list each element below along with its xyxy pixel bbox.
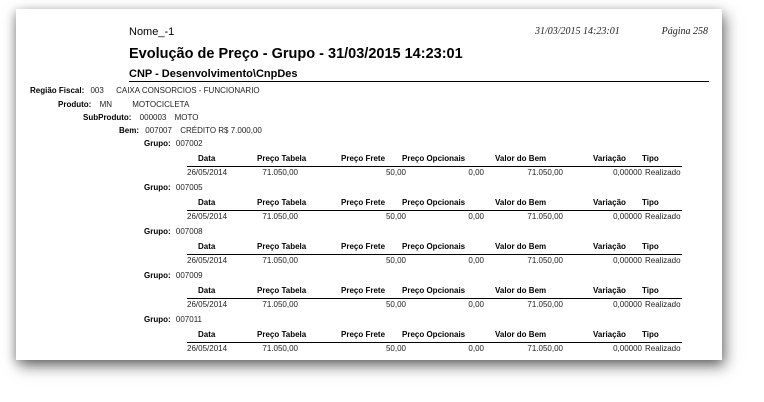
group-label: Grupo: (144, 315, 171, 324)
cell-valor-bem: 71.050,00 (527, 256, 563, 265)
table-header (187, 154, 682, 166)
col-tipo: Tipo (642, 286, 659, 295)
cell-preco-tabela: 71.050,00 (262, 168, 298, 177)
report-subtitle: CNP - Desenvolvimento\CnpDes (129, 68, 298, 80)
group-header (144, 315, 202, 324)
cell-preco-frete: 50,00 (385, 168, 406, 177)
cell-tipo: Realizado (645, 256, 681, 265)
regiao-name: CAIXA CONSORCIOS - FUNCIONARIO (116, 86, 260, 95)
regiao-fiscal-row (30, 86, 260, 95)
table-row (187, 167, 682, 178)
bem-code: 007007 (145, 126, 172, 135)
subproduto-label: SubProduto: (83, 113, 132, 122)
price-table (187, 198, 682, 222)
report-title: Evolução de Preço - Grupo - 31/03/2015 14:23:01 (129, 46, 463, 62)
group-header (144, 183, 203, 192)
col-tipo: Tipo (642, 330, 659, 339)
col-variacao: Variação (593, 198, 626, 207)
col-data: Data (198, 242, 216, 251)
col-preco-opcionais: Preço Opcionais (402, 198, 466, 207)
subproduto-row (83, 113, 198, 122)
col-tipo: Tipo (642, 242, 659, 251)
cell-data: 26/05/2014 (187, 256, 228, 265)
bem-label: Bem: (119, 126, 140, 135)
regiao-code: 003 (90, 86, 104, 95)
table-row (187, 211, 682, 222)
table-row (187, 299, 682, 310)
col-variacao: Variação (593, 286, 626, 295)
table-header (187, 198, 682, 210)
cell-valor-bem: 71.050,00 (527, 212, 563, 221)
col-data: Data (198, 330, 216, 339)
table-row (187, 343, 682, 354)
bem-name: CRÉDITO R$ 7.000,00 (180, 126, 262, 135)
cell-preco-frete: 50,00 (385, 256, 406, 265)
col-data: Data (198, 154, 216, 163)
produto-name: MOTOCICLETA (132, 100, 190, 109)
cell-preco-frete: 50,00 (385, 300, 406, 309)
group-label: Grupo: (144, 139, 171, 148)
produto-code: MN (99, 100, 113, 109)
col-data: Data (198, 286, 216, 295)
group-header (144, 271, 203, 280)
cell-data: 26/05/2014 (187, 212, 228, 221)
cell-preco-opcionais: 0,00 (468, 212, 484, 221)
col-preco-frete: Preço Frete (341, 198, 386, 207)
col-preco-frete: Preço Frete (341, 286, 386, 295)
col-valor-bem: Valor do Bem (495, 198, 547, 207)
produto-label: Produto: (58, 100, 92, 109)
cell-data: 26/05/2014 (187, 168, 228, 177)
report-name: Nome_-1 (129, 26, 175, 38)
cell-tipo: Realizado (645, 344, 681, 353)
cell-variacao: 0,00000 (613, 212, 642, 221)
cell-tipo: Realizado (645, 300, 681, 309)
price-table (187, 242, 682, 266)
col-preco-opcionais: Preço Opcionais (402, 286, 466, 295)
col-valor-bem: Valor do Bem (495, 242, 547, 251)
cell-preco-tabela: 71.050,00 (262, 344, 298, 353)
cell-preco-opcionais: 0,00 (468, 168, 484, 177)
group-code: 007008 (175, 227, 203, 236)
cell-variacao: 0,00000 (613, 344, 642, 353)
price-table (187, 154, 682, 178)
table-header (187, 330, 682, 342)
price-table (187, 330, 682, 354)
header-divider (129, 81, 709, 82)
table-header (187, 286, 682, 298)
group-label: Grupo: (144, 227, 171, 236)
col-preco-tabela: Preço Tabela (257, 198, 307, 207)
cell-preco-opcionais: 0,00 (468, 344, 484, 353)
group-code: 007011 (175, 315, 203, 324)
col-preco-tabela: Preço Tabela (257, 286, 307, 295)
col-data: Data (198, 198, 216, 207)
report-datetime: 31/03/2015 14:23:01 (535, 26, 620, 37)
col-preco-tabela: Preço Tabela (257, 154, 307, 163)
cell-variacao: 0,00000 (613, 300, 642, 309)
cell-preco-opcionais: 0,00 (468, 256, 484, 265)
group-code: 007009 (175, 271, 203, 280)
col-preco-frete: Preço Frete (341, 154, 386, 163)
col-preco-tabela: Preço Tabela (257, 330, 307, 339)
table-row (187, 255, 682, 266)
page-number: Página 258 (661, 26, 708, 37)
cell-tipo: Realizado (645, 168, 681, 177)
col-variacao: Variação (593, 154, 626, 163)
cell-variacao: 0,00000 (613, 256, 642, 265)
col-preco-opcionais: Preço Opcionais (402, 242, 466, 251)
table-header (187, 242, 682, 254)
cell-valor-bem: 71.050,00 (527, 344, 563, 353)
cell-preco-tabela: 71.050,00 (262, 212, 298, 221)
col-tipo: Tipo (642, 154, 659, 163)
group-label: Grupo: (144, 183, 171, 192)
col-variacao: Variação (593, 242, 626, 251)
group-header (144, 227, 203, 236)
cell-preco-tabela: 71.050,00 (262, 300, 298, 309)
group-header (144, 139, 203, 148)
cell-data: 26/05/2014 (187, 300, 228, 309)
price-table (187, 286, 682, 310)
col-valor-bem: Valor do Bem (495, 330, 547, 339)
bem-row (119, 126, 262, 135)
cell-preco-frete: 50,00 (385, 344, 406, 353)
subproduto-name: MOTO (174, 113, 199, 122)
cell-data: 26/05/2014 (187, 344, 228, 353)
cell-tipo: Realizado (645, 212, 681, 221)
cell-preco-opcionais: 0,00 (468, 300, 484, 309)
col-preco-frete: Preço Frete (341, 330, 386, 339)
col-tipo: Tipo (642, 198, 659, 207)
group-label: Grupo: (144, 271, 171, 280)
col-preco-tabela: Preço Tabela (257, 242, 307, 251)
cell-variacao: 0,00000 (613, 168, 642, 177)
group-code: 007005 (175, 183, 203, 192)
cell-preco-tabela: 71.050,00 (262, 256, 298, 265)
col-preco-opcionais: Preço Opcionais (402, 330, 466, 339)
produto-row (58, 100, 189, 109)
regiao-label: Região Fiscal: (30, 86, 85, 95)
col-variacao: Variação (593, 330, 626, 339)
col-preco-opcionais: Preço Opcionais (402, 154, 466, 163)
subproduto-code: 000003 (139, 113, 167, 122)
cell-valor-bem: 71.050,00 (527, 300, 563, 309)
group-code: 007002 (175, 139, 203, 148)
col-valor-bem: Valor do Bem (495, 154, 547, 163)
cell-valor-bem: 71.050,00 (527, 168, 563, 177)
col-preco-frete: Preço Frete (341, 242, 386, 251)
col-valor-bem: Valor do Bem (495, 286, 547, 295)
cell-preco-frete: 50,00 (385, 212, 406, 221)
report-page (16, 9, 722, 360)
